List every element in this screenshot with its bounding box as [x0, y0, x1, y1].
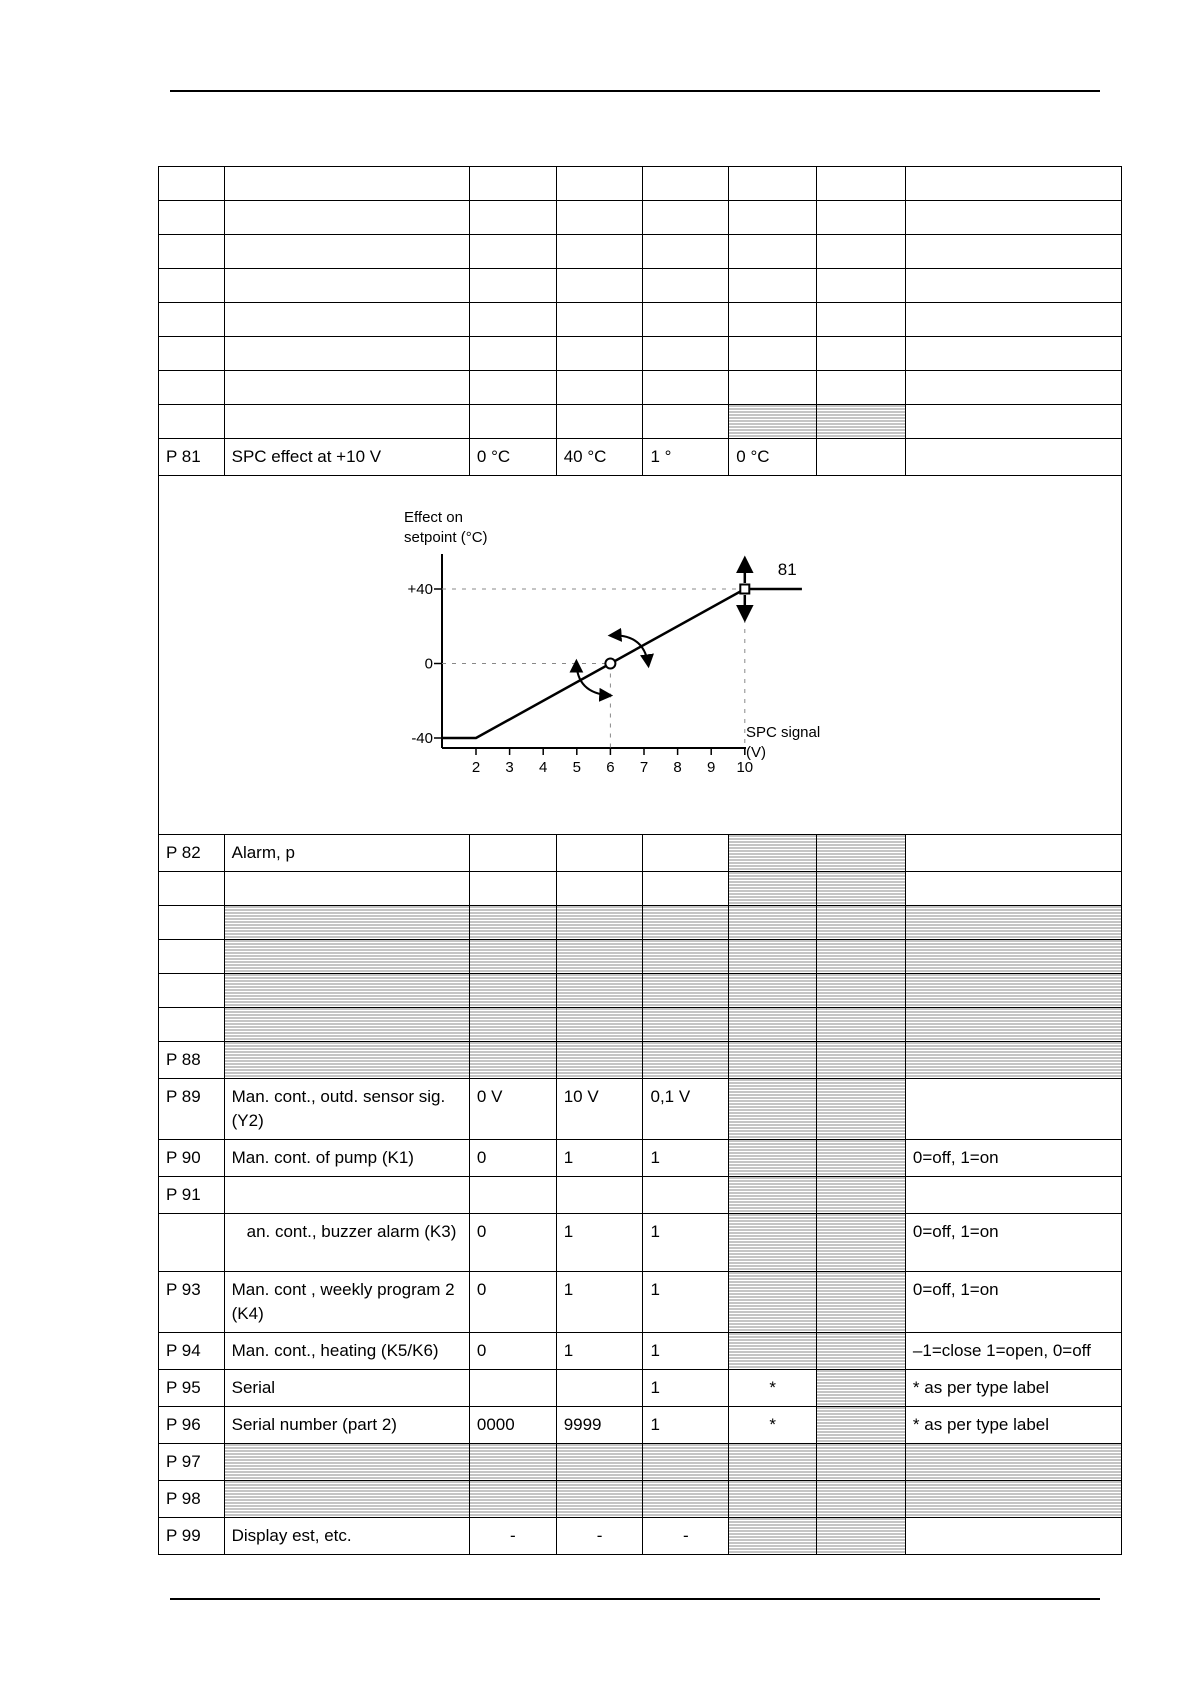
param-note	[905, 439, 1121, 476]
param-code: P 99	[159, 1518, 225, 1555]
param-max	[556, 167, 643, 201]
table-row	[159, 337, 1122, 371]
param-note	[905, 872, 1121, 906]
pivot-point-marker	[605, 659, 615, 669]
param-max	[556, 974, 643, 1008]
param-description	[224, 872, 469, 906]
param-description: Man. cont , weekly program 2 (K4)	[224, 1272, 469, 1333]
param-min	[469, 974, 556, 1008]
y-axis-label-line1: Effect on	[404, 509, 463, 526]
table-row	[159, 1481, 1122, 1518]
param-setting	[817, 1518, 906, 1555]
param-note	[905, 1481, 1121, 1518]
param-default	[729, 974, 817, 1008]
param-max	[556, 1370, 643, 1407]
param-setting	[817, 1333, 906, 1370]
param-min	[469, 1370, 556, 1407]
param-setting	[817, 1214, 906, 1272]
param-max	[556, 371, 643, 405]
param-max	[556, 1481, 643, 1518]
y-axis-label-line2: setpoint (°C)	[404, 529, 488, 546]
param-step	[643, 303, 729, 337]
param-default	[729, 940, 817, 974]
param-note: 0=off, 1=on	[905, 1272, 1121, 1333]
param-setting	[817, 940, 906, 974]
table-row	[159, 1079, 1122, 1140]
param-step	[643, 1444, 729, 1481]
param-default: 0 °C	[729, 439, 817, 476]
table-row	[159, 371, 1122, 405]
param-code: P 94	[159, 1333, 225, 1370]
param-note	[905, 940, 1121, 974]
table-row	[159, 1444, 1122, 1481]
param-step	[643, 1042, 729, 1079]
param-description	[224, 337, 469, 371]
param-max	[556, 201, 643, 235]
table-row	[159, 1140, 1122, 1177]
param-description	[224, 1177, 469, 1214]
param-step	[643, 940, 729, 974]
param-default	[729, 201, 817, 235]
param-note	[905, 405, 1121, 439]
param-description	[224, 1008, 469, 1042]
table-row	[159, 1214, 1122, 1272]
param-description	[224, 974, 469, 1008]
param-note	[905, 1518, 1121, 1555]
param-min: -	[469, 1518, 556, 1555]
param-default	[729, 1518, 817, 1555]
param-description	[224, 303, 469, 337]
param-max	[556, 235, 643, 269]
param-note	[905, 1042, 1121, 1079]
table-row	[159, 1042, 1122, 1079]
series-line-effect	[442, 589, 802, 738]
table-row	[159, 1370, 1122, 1407]
param-default	[729, 235, 817, 269]
chart-row	[159, 476, 1122, 835]
param-description: SPC effect at +10 V	[224, 439, 469, 476]
x-tick-label: 10	[736, 759, 754, 776]
param-max	[556, 940, 643, 974]
param-default	[729, 1214, 817, 1272]
param-min	[469, 371, 556, 405]
param-max	[556, 1042, 643, 1079]
param-step: 1	[643, 1214, 729, 1272]
chart-annotation-81: 81	[777, 560, 797, 579]
param-default	[729, 1177, 817, 1214]
param-max	[556, 1177, 643, 1214]
param-default	[729, 337, 817, 371]
param-setting	[817, 1370, 906, 1407]
param-max: 1	[556, 1272, 643, 1333]
x-tick-label: 9	[707, 759, 716, 776]
param-note	[905, 371, 1121, 405]
param-setting	[817, 235, 906, 269]
param-min	[469, 1481, 556, 1518]
param-max: 10 V	[556, 1079, 643, 1140]
param-min: 0	[469, 1214, 556, 1272]
table-row	[159, 906, 1122, 940]
param-max	[556, 835, 643, 872]
table-row	[159, 940, 1122, 974]
param-step	[643, 974, 729, 1008]
param-description	[224, 269, 469, 303]
param-default	[729, 1008, 817, 1042]
param-code: P 97	[159, 1444, 225, 1481]
table-row	[159, 1272, 1122, 1333]
param-max	[556, 269, 643, 303]
y-tick-label: 0	[424, 655, 433, 673]
param-code: P 91	[159, 1177, 225, 1214]
param-default	[729, 1140, 817, 1177]
param-setting	[817, 337, 906, 371]
param-note	[905, 835, 1121, 872]
param-note	[905, 201, 1121, 235]
param-default	[729, 371, 817, 405]
param-setting	[817, 167, 906, 201]
table-row	[159, 1008, 1122, 1042]
param-default	[729, 1272, 817, 1333]
param-max	[556, 906, 643, 940]
x-tick-label: 3	[505, 759, 514, 776]
param-setting	[817, 371, 906, 405]
table-row	[159, 269, 1122, 303]
param-default: *	[729, 1370, 817, 1407]
param-setting	[817, 1008, 906, 1042]
param-min	[469, 269, 556, 303]
param-setting	[817, 872, 906, 906]
param-code: P 96	[159, 1407, 225, 1444]
param-note: 0=off, 1=on	[905, 1140, 1121, 1177]
param-step	[643, 235, 729, 269]
param-description	[224, 1042, 469, 1079]
table-row	[159, 405, 1122, 439]
param-setting	[817, 439, 906, 476]
param-max: 1	[556, 1140, 643, 1177]
param-setting	[817, 1079, 906, 1140]
table-row	[159, 835, 1122, 872]
param-setting	[817, 835, 906, 872]
table-row	[159, 439, 1122, 476]
x-axis-label-line2: (V)	[746, 744, 766, 761]
param-code	[159, 872, 225, 906]
param-note	[905, 906, 1121, 940]
adjust-point-marker	[740, 585, 749, 594]
param-min: 0	[469, 1140, 556, 1177]
param-description: Display est, etc.	[224, 1518, 469, 1555]
table-row	[159, 974, 1122, 1008]
table-row	[159, 872, 1122, 906]
param-code: P 90	[159, 1140, 225, 1177]
param-min	[469, 1042, 556, 1079]
param-setting	[817, 1140, 906, 1177]
param-step: 1 °	[643, 439, 729, 476]
param-max	[556, 872, 643, 906]
x-tick-label: 4	[539, 759, 548, 776]
param-min	[469, 201, 556, 235]
param-description	[224, 235, 469, 269]
param-min	[469, 906, 556, 940]
param-default	[729, 1444, 817, 1481]
param-step	[643, 872, 729, 906]
param-note	[905, 303, 1121, 337]
param-default	[729, 1481, 817, 1518]
param-note	[905, 1008, 1121, 1042]
param-min: 0 V	[469, 1079, 556, 1140]
param-code: P 82	[159, 835, 225, 872]
param-description	[224, 1481, 469, 1518]
param-default	[729, 303, 817, 337]
param-step	[643, 405, 729, 439]
x-tick-label: 6	[606, 759, 615, 776]
param-step	[643, 269, 729, 303]
param-setting	[817, 974, 906, 1008]
param-code	[159, 940, 225, 974]
param-default	[729, 269, 817, 303]
param-note	[905, 1177, 1121, 1214]
x-tick-label: 7	[639, 759, 649, 776]
parameter-table	[158, 166, 1122, 1555]
param-note	[905, 974, 1121, 1008]
param-code: P 88	[159, 1042, 225, 1079]
param-step: 1	[643, 1333, 729, 1370]
param-max	[556, 405, 643, 439]
param-max: 1	[556, 1333, 643, 1370]
param-description	[224, 371, 469, 405]
x-tick-label: 8	[673, 759, 682, 776]
table-row	[159, 1177, 1122, 1214]
param-min	[469, 872, 556, 906]
param-note	[905, 269, 1121, 303]
param-code	[159, 235, 225, 269]
param-description	[224, 906, 469, 940]
param-max	[556, 303, 643, 337]
param-code	[159, 269, 225, 303]
param-setting	[817, 1444, 906, 1481]
param-default	[729, 1079, 817, 1140]
param-code	[159, 167, 225, 201]
param-description	[224, 405, 469, 439]
param-note	[905, 337, 1121, 371]
header-rule	[170, 90, 1100, 92]
param-step: 1	[643, 1370, 729, 1407]
table-row	[159, 1407, 1122, 1444]
param-default	[729, 835, 817, 872]
param-min	[469, 405, 556, 439]
param-code	[159, 201, 225, 235]
param-description	[224, 201, 469, 235]
param-note: * as per type label	[905, 1370, 1121, 1407]
param-setting	[817, 405, 906, 439]
param-default	[729, 167, 817, 201]
param-min	[469, 337, 556, 371]
param-note: 0=off, 1=on	[905, 1214, 1121, 1272]
param-min	[469, 1444, 556, 1481]
param-max	[556, 1008, 643, 1042]
x-tick-label: 2	[471, 759, 481, 776]
param-setting	[817, 906, 906, 940]
param-note	[905, 235, 1121, 269]
param-step: 0,1 V	[643, 1079, 729, 1140]
param-code	[159, 974, 225, 1008]
footer-rule	[170, 1598, 1100, 1600]
param-min: 0	[469, 1333, 556, 1370]
param-description: Man. cont., heating (K5/K6)	[224, 1333, 469, 1370]
param-default	[729, 405, 817, 439]
table-row	[159, 303, 1122, 337]
table-row	[159, 201, 1122, 235]
y-tick-label: +40	[407, 581, 433, 598]
param-description: Alarm, p	[224, 835, 469, 872]
param-description: an. cont., buzzer alarm (K3)	[224, 1214, 469, 1272]
param-default	[729, 872, 817, 906]
param-description: Serial number (part 2)	[224, 1407, 469, 1444]
param-description	[224, 940, 469, 974]
param-code	[159, 1214, 225, 1272]
param-step	[643, 201, 729, 235]
param-default: *	[729, 1407, 817, 1444]
param-setting	[817, 303, 906, 337]
param-step	[643, 337, 729, 371]
spc-effect-chart	[159, 476, 1121, 827]
param-description: Serial	[224, 1370, 469, 1407]
param-max	[556, 1444, 643, 1481]
param-max: -	[556, 1518, 643, 1555]
param-code: P 95	[159, 1370, 225, 1407]
param-step	[643, 1177, 729, 1214]
param-min	[469, 835, 556, 872]
param-min	[469, 1008, 556, 1042]
x-axis-label-line1: SPC signal	[746, 724, 821, 741]
param-code	[159, 337, 225, 371]
param-min: 0	[469, 1272, 556, 1333]
param-note	[905, 1444, 1121, 1481]
y-tick-label: -40	[411, 730, 433, 747]
param-min	[469, 167, 556, 201]
param-setting	[817, 269, 906, 303]
param-description: Man. cont. of pump (K1)	[224, 1140, 469, 1177]
param-min	[469, 1177, 556, 1214]
param-code	[159, 1008, 225, 1042]
param-step: -	[643, 1518, 729, 1555]
param-code: P 98	[159, 1481, 225, 1518]
param-note	[905, 167, 1121, 201]
param-default	[729, 1042, 817, 1079]
param-setting	[817, 1407, 906, 1444]
param-description	[224, 1444, 469, 1481]
param-step: 1	[643, 1407, 729, 1444]
param-min	[469, 940, 556, 974]
param-code	[159, 405, 225, 439]
param-setting	[817, 1177, 906, 1214]
param-default	[729, 906, 817, 940]
param-max: 1	[556, 1214, 643, 1272]
param-step	[643, 371, 729, 405]
param-setting	[817, 1272, 906, 1333]
param-max: 9999	[556, 1407, 643, 1444]
param-min: 0000	[469, 1407, 556, 1444]
param-step: 1	[643, 1140, 729, 1177]
param-code	[159, 906, 225, 940]
chart-cell	[159, 476, 1122, 835]
param-min	[469, 235, 556, 269]
param-step	[643, 1008, 729, 1042]
param-note: –1=close 1=open, 0=off	[905, 1333, 1121, 1370]
table-row	[159, 235, 1122, 269]
param-description: Man. cont., outd. sensor sig. (Y2)	[224, 1079, 469, 1140]
param-description	[224, 167, 469, 201]
param-code	[159, 303, 225, 337]
table-row	[159, 167, 1122, 201]
param-code: P 81	[159, 439, 225, 476]
param-code: P 89	[159, 1079, 225, 1140]
param-step	[643, 835, 729, 872]
param-min: 0 °C	[469, 439, 556, 476]
param-code	[159, 371, 225, 405]
table-row	[159, 1518, 1122, 1555]
param-setting	[817, 1481, 906, 1518]
param-setting	[817, 1042, 906, 1079]
param-max	[556, 337, 643, 371]
param-default	[729, 1333, 817, 1370]
param-note: * as per type label	[905, 1407, 1121, 1444]
param-max: 40 °C	[556, 439, 643, 476]
table-row	[159, 1333, 1122, 1370]
param-step	[643, 906, 729, 940]
param-step	[643, 1481, 729, 1518]
param-setting	[817, 201, 906, 235]
param-min	[469, 303, 556, 337]
param-note	[905, 1079, 1121, 1140]
param-code: P 93	[159, 1272, 225, 1333]
x-tick-label: 5	[572, 759, 581, 776]
param-step: 1	[643, 1272, 729, 1333]
param-step	[643, 167, 729, 201]
